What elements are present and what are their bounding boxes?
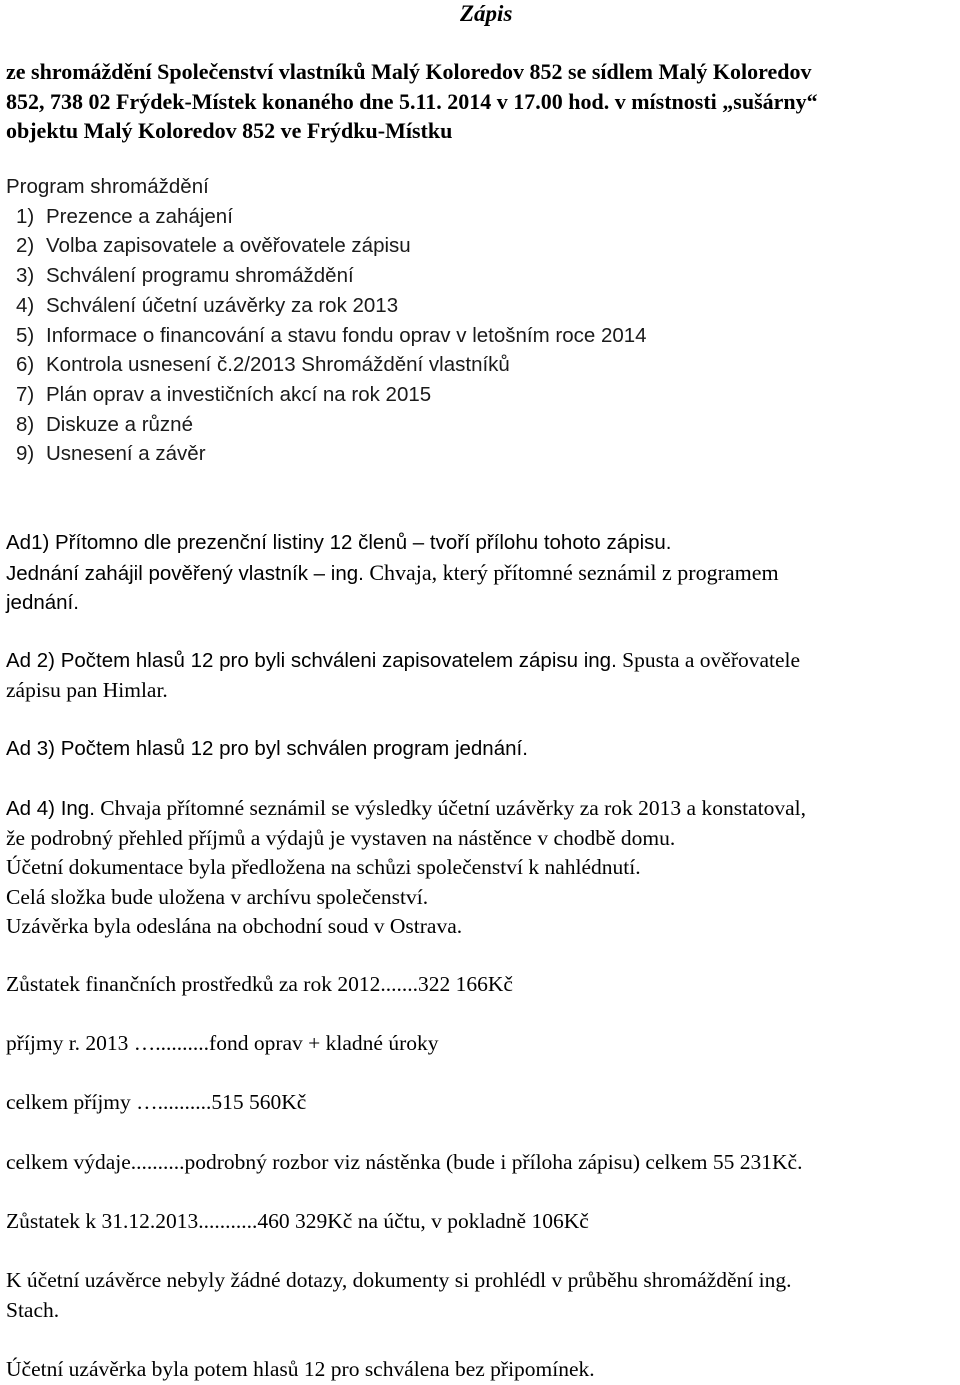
ad2-section xyxy=(6,646,960,705)
program-item: 4) Schválení účetní uzávěrky za rok 2013 xyxy=(16,293,399,317)
program-item: 6) Kontrola usnesení č.2/2013 Shromáždění vlastníků xyxy=(16,353,510,377)
ad4-line-4: Celá složka bude uložena v archívu společenství. xyxy=(6,884,429,909)
ad3-section xyxy=(6,734,960,764)
approval-line: Účetní uzávěrka byla potem hlasů 12 pro schválena bez připomínek. xyxy=(6,1357,595,1381)
ad1-section xyxy=(6,528,960,618)
heading-line-1: ze shromáždění Společenství vlastníků Malý Koloredov 852 se sídlem Malý Koloredov xyxy=(6,59,812,84)
closing-line-1: K účetní uzávěrce nebyly žádné dotazy, dokumenty si prohlédl v průběhu shromáždění ing. xyxy=(6,1268,792,1292)
program-item: 7) Plán oprav a investičních akcí na rok 2015 xyxy=(16,382,432,406)
program-item: 5) Informace o financování a stavu fondu oprav v letošním roce 2014 xyxy=(16,323,647,347)
program-list xyxy=(6,202,647,469)
closing-line-2: Stach. xyxy=(6,1297,60,1322)
program-item: 8) Diskuze a různé xyxy=(16,412,193,436)
heading-line-3: objektu Malý Koloredov 852 ve Frýdku-Místku xyxy=(6,118,453,143)
total-expenses-text: celkem výdaje..........podrobný rozbor viz nástěnka (bude i příloha zápisu) celkem 55 231Kč. xyxy=(6,1150,803,1174)
balance-2012-text: Zůstatek finančních prostředků za rok 2012.......322 166Kč xyxy=(6,972,513,996)
ad1-line-2: Jednání zahájil pověřený vlastník – ing. Chvaja, který přítomné seznámil z programem xyxy=(6,559,779,585)
ad1-line-3: jednání. xyxy=(6,591,79,614)
ad4-section xyxy=(6,794,960,942)
ad2-line-2: zápisu pan Himlar. xyxy=(6,677,168,702)
ad4-line-5: Uzávěrka byla odeslána na obchodní soud v Ostrava. xyxy=(6,914,463,938)
program-item: 9) Usnesení a závěr xyxy=(16,442,206,466)
program-item: 2) Volba zapisovatele a ověřovatele zápisu xyxy=(16,234,411,258)
total-income-text: celkem příjmy …..........515 560Kč xyxy=(6,1090,307,1114)
ad2-line-1: Ad 2) Počtem hlasů 12 pro byli schváleni zapisovatelem zápisu ing. Spusta a ověřovatele xyxy=(6,648,801,672)
program-section xyxy=(6,172,647,469)
balance-2012 xyxy=(6,970,960,1000)
document-title: Zápis xyxy=(460,1,513,26)
total-expenses xyxy=(6,1148,960,1178)
program-item: 1) Prezence a zahájení xyxy=(16,204,233,228)
total-income xyxy=(6,1088,960,1118)
ad4-line-3: Účetní dokumentace byla předložena na schůzi společenství k nahlédnutí. xyxy=(6,855,641,879)
income-2013 xyxy=(6,1029,960,1059)
meeting-heading xyxy=(6,57,956,146)
program-item: 3) Schválení programu shromáždění xyxy=(16,264,354,288)
ad4-line-2: že podrobný přehled příjmů a výdajů je vystaven na nástěnce v chodbě domu. xyxy=(6,825,676,850)
ad3-line-1: Ad 3) Počtem hlasů 12 pro byl schválen program jednání. xyxy=(6,737,528,760)
balance-2013 xyxy=(6,1207,960,1237)
approval-section xyxy=(6,1355,960,1385)
income-2013-text: příjmy r. 2013 …..........fond oprav + kladné úroky xyxy=(6,1031,439,1055)
ad4-line-1: Ad 4) Ing. Chvaja přítomné seznámil se výsledky účetní uzávěrky za rok 2013 a konstatoval, xyxy=(6,796,806,820)
heading-line-2: 852, 738 02 Frýdek-Místek konaného dne 5.11. 2014 v 17.00 hod. v místnosti „sušárny“ xyxy=(6,88,818,114)
ad1-line-1: Ad1) Přítomno dle prezenční listiny 12 členů – tvoří přílohu tohoto zápisu. xyxy=(6,531,672,554)
closing-section xyxy=(6,1266,960,1325)
balance-2013-text: Zůstatek k 31.12.2013...........460 329Kč na účtu, v pokladně 106Kč xyxy=(6,1209,589,1233)
program-label: Program shromáždění xyxy=(6,175,209,198)
